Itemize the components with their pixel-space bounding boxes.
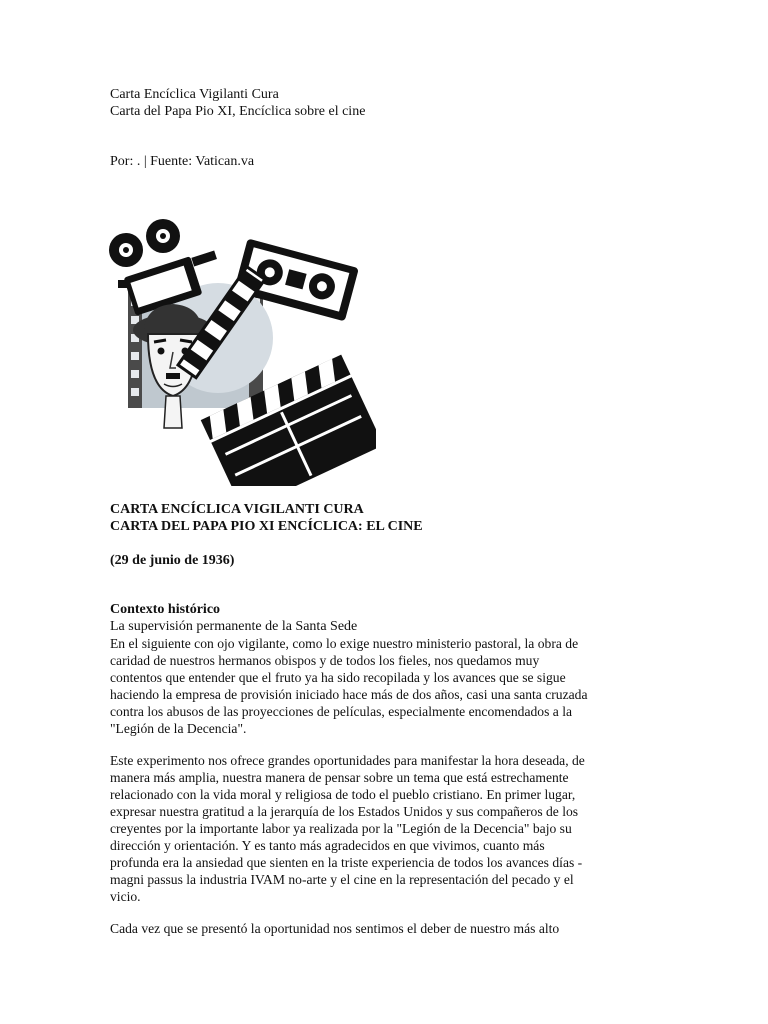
paragraph-1 bbox=[110, 635, 665, 737]
paragraph-line: "Legión de la Decencia". bbox=[110, 721, 247, 736]
paragraph-line: En el siguiente con ojo vigilante, como lo exige nuestro ministerio pastoral, la obra de bbox=[110, 636, 579, 651]
paragraph-line: haciendo la empresa de provisión iniciado hace más de dos años, casi una santa cruzada bbox=[110, 687, 588, 702]
doc-source-line: Por: . | Fuente: Vatican.va bbox=[110, 154, 255, 169]
paragraph-3 bbox=[110, 920, 665, 937]
paragraph-line: Este experimento nos ofrece grandes oportunidades para manifestar la hora deseada, de bbox=[110, 753, 585, 768]
encyclical-date: (29 de junio de 1936) bbox=[110, 553, 235, 568]
paragraph-line: magni passus la industria IVAM no-arte y el cine en la representación del pecado y el bbox=[110, 872, 574, 887]
paragraph-line: expresar nuestra gratitud a la jerarquía de los Estados Unidos y sus compañeros de los bbox=[110, 804, 579, 819]
paragraph-line: relacionado con la vida moral y religiosa de todo el pueblo cristiano. En primer lugar, bbox=[110, 787, 576, 802]
paragraph-line: manera más amplia, nuestra manera de pensar sobre un tema que está estrechamente bbox=[110, 770, 569, 785]
paragraph-line: caridad de nuestros hermanos obispos y de todos los fieles, nos quedamos muy bbox=[110, 653, 540, 668]
section-subheading: La supervisión permanente de la Santa Sede bbox=[110, 619, 358, 634]
paragraph-line: dirección y orientación. Y es tanto más agradecidos en que vivimos, cuanto más bbox=[110, 838, 545, 853]
cinema-clipart-icon bbox=[108, 218, 376, 486]
paragraph-line: Cada vez que se presentó la oportunidad nos sentimos el deber de nuestro más alto bbox=[110, 921, 560, 936]
paragraph-line: profunda era la ansiedad que sienten en la triste experiencia de todos los avances días - bbox=[110, 855, 583, 870]
encyclical-subtitle: CARTA DEL PAPA PIO XI ENCÍCLICA: EL CINE bbox=[110, 519, 423, 534]
paragraph-line: contra los abusos de las proyecciones de películas, especialmente encomendados a la bbox=[110, 704, 573, 719]
paragraph-2 bbox=[110, 752, 665, 905]
section-heading: Contexto histórico bbox=[110, 602, 221, 617]
encyclical-title: CARTA ENCÍCLICA VIGILANTI CURA bbox=[110, 502, 364, 517]
doc-header-title: Carta Encíclica Vigilanti Cura bbox=[110, 87, 279, 102]
paragraph-line: creyentes por la importante labor ya realizada por la "Legión de la Decencia" bajo su bbox=[110, 821, 572, 836]
paragraph-line: vicio. bbox=[110, 889, 141, 904]
doc-header-subtitle: Carta del Papa Pio XI, Encíclica sobre el cine bbox=[110, 104, 366, 119]
paragraph-line: contentos que entender que el fruto ya ha sido recopilada y los avances que se sigue bbox=[110, 670, 566, 685]
